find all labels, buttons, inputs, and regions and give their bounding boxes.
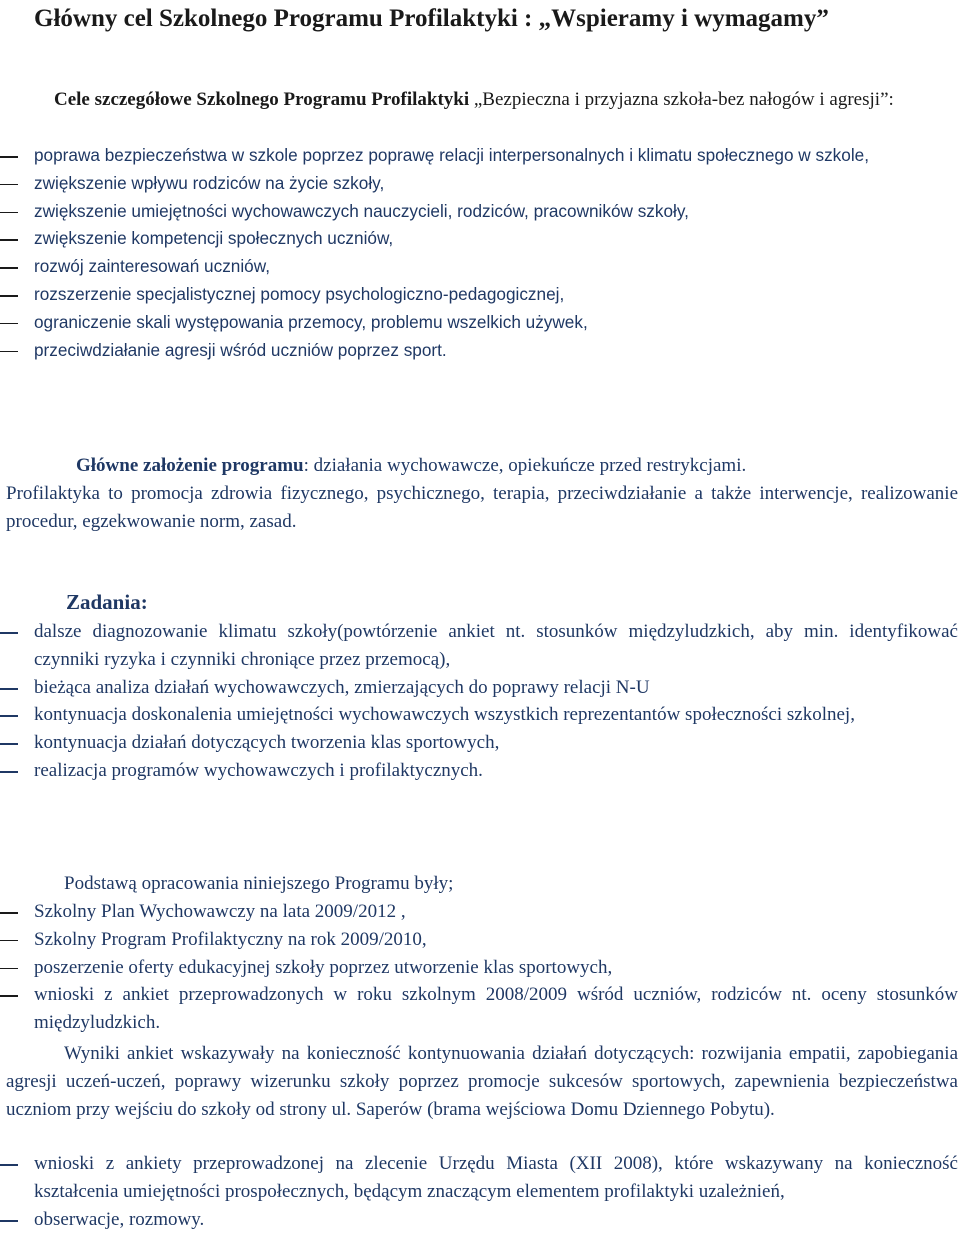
- document-title: Główny cel Szkolnego Programu Profilaktyki : „Wspieramy i wymagamy”: [34, 5, 829, 32]
- list-item: poprawa bezpieczeństwa w szkole poprzez poprawę relacji interpersonalnych i klimatu społecznego w szkole,: [0, 142, 958, 170]
- survey-results-text: Wyniki ankiet wskazywały na konieczność kontynuowania działań dotyczących: rozwijania empatii, zapobiegania agresji uczeń-uczeń, poprawy wizerunku szkoły poprzez promocje sukcesów sportowych, zapewnienia bezpieczeństwa uczniom przy wejściu do szkoły od strony ul. Saperów (brama wejściowa Domu Dziennego Pobytu).: [6, 1043, 958, 1120]
- list-item: Szkolny Program Profilaktyczny na rok 2009/2010,: [0, 926, 958, 954]
- survey-results: [6, 1040, 958, 1123]
- tasks-list: [0, 618, 958, 785]
- list-item: kontynuacja doskonalenia umiejętności wychowawczych wszystkich reprezentantów społeczności szkolnej,: [0, 701, 958, 729]
- list-item: realizacja programów wychowawczych i profilaktycznych.: [0, 757, 958, 785]
- list-item: zwiększenie kompetencji społecznych uczniów,: [0, 225, 958, 253]
- basis-intro-text: Podstawą opracowania niniejszego Programu były;: [64, 873, 454, 894]
- main-assumption-text: : działania wychowawcze, opiekuńcze przed restrykcjami.: [303, 455, 747, 476]
- list-item: przeciwdziałanie agresji wśród uczniów poprzez sport.: [0, 337, 958, 365]
- main-assumption-label: Główne założenie programu: [76, 455, 304, 476]
- basis-list: [0, 898, 958, 1037]
- list-item: rozszerzenie specjalistycznej pomocy psychologiczno-pedagogicznej,: [0, 281, 958, 309]
- goals-intro-bold: Cele szczegółowe Szkolnego Programu Profilaktyki: [54, 89, 474, 110]
- basis-more-list: [0, 1150, 958, 1233]
- list-item: obserwacje, rozmowy.: [0, 1206, 958, 1234]
- list-item: ograniczenie skali występowania przemocy, problemu wszelkich używek,: [0, 309, 958, 337]
- list-item: zwiększenie wpływu rodziców na życie szkoły,: [0, 170, 958, 198]
- goals-list: [0, 142, 958, 364]
- goals-intro: [6, 86, 958, 114]
- list-item: wnioski z ankiety przeprowadzonej na zlecenie Urzędu Miasta (XII 2008), które wskazywany na konieczność kształcenia umiejętności prospołecznych, będącym znaczącym elementem profilaktyki uzależnień,: [0, 1150, 958, 1206]
- goals-intro-rest: „Bezpieczna i przyjazna szkoła-bez nałogów i agresji”:: [473, 89, 894, 110]
- list-item: wnioski z ankiet przeprowadzonych w roku szkolnym 2008/2009 wśród uczniów, rodziców nt. oceny stosunków międzyludzkich.: [0, 981, 958, 1037]
- list-item: dalsze diagnozowanie klimatu szkoły(powtórzenie ankiet nt. stosunków międzyludzkich, aby min. identyfikować czynniki ryzyka i czynniki chroniące przez przemocą),: [0, 618, 958, 674]
- main-assumption: [6, 452, 958, 480]
- tasks-heading: Zadania:: [66, 590, 148, 614]
- list-item: zwiększenie umiejętności wychowawczych nauczycieli, rodziców, pracowników szkoły,: [0, 198, 958, 226]
- basis-intro: [6, 870, 958, 898]
- profilaktyka-definition: Profilaktyka to promocja zdrowia fizycznego, psychicznego, terapia, przeciwdziałanie a także interwencje, realizowanie procedur, egzekwowanie norm, zasad.: [6, 483, 958, 532]
- list-item: poszerzenie oferty edukacyjnej szkoły poprzez utworzenie klas sportowych,: [0, 954, 958, 982]
- list-item: Szkolny Plan Wychowawczy na lata 2009/2012 ,: [0, 898, 958, 926]
- list-item: bieżąca analiza działań wychowawczych, zmierzających do poprawy relacji N-U: [0, 674, 958, 702]
- list-item: rozwój zainteresowań uczniów,: [0, 253, 958, 281]
- list-item: kontynuacja działań dotyczących tworzenia klas sportowych,: [0, 729, 958, 757]
